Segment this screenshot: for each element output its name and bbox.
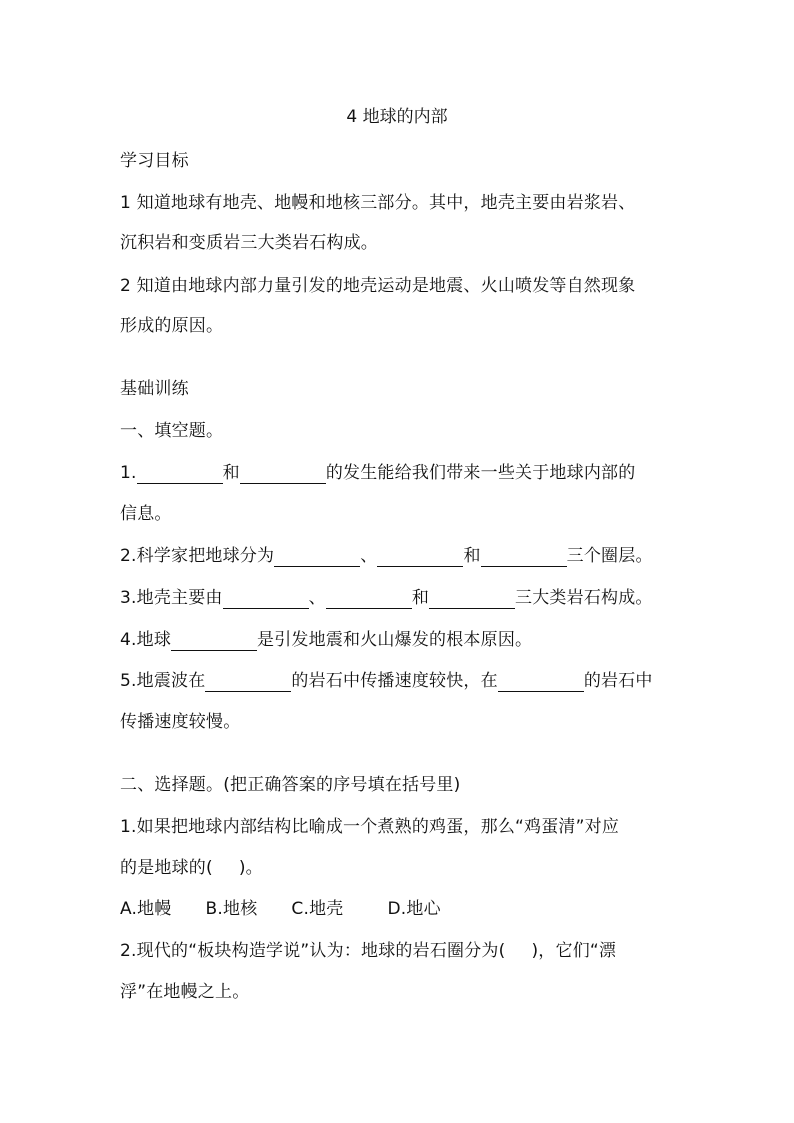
fill-q1-and: 和: [222, 463, 240, 483]
fill-question-5-line-2: 传播速度较慢。: [120, 712, 241, 732]
answer-blank[interactable]: [481, 548, 567, 567]
fill-q2-tail: 三个圈层。: [566, 546, 653, 566]
answer-blank[interactable]: [223, 590, 309, 609]
answer-blank[interactable]: [429, 590, 515, 609]
choice-q1-tail: )。: [238, 858, 263, 878]
choice-question-1-line-1: 1.如果把地球内部结构比喻成一个煮熟的鸡蛋，那么“鸡蛋清”对应: [120, 817, 620, 837]
fill-question-1-line-2: 信息。: [120, 504, 172, 524]
objective-2-line-1: 2 知道由地球内部力量引发的地壳运动是地震、火山喷发等自然现象: [120, 276, 636, 296]
answer-blank[interactable]: [326, 590, 412, 609]
choice-question-1-line-2: [120, 857, 263, 879]
choice-q2-lead: 2.现代的“板块构造学说”认为：地球的岩石圈分为(: [120, 941, 506, 961]
fill-q3-sep: 、: [308, 588, 326, 608]
page-title: 4 地球的内部: [346, 107, 448, 127]
answer-blank[interactable]: [205, 673, 291, 692]
fill-q2-sep: 、: [360, 546, 378, 566]
choice-section-heading: 二、选择题。(把正确答案的序号填在括号里): [120, 775, 461, 795]
answer-blank[interactable]: [274, 548, 360, 567]
fill-q5-mid: 的岩石中传播速度较快，在: [291, 671, 498, 691]
fill-question-3: [120, 587, 653, 609]
option-d[interactable]: D.地心: [387, 899, 441, 919]
choice-q2-tail: )，它们“漂: [531, 941, 617, 961]
objectives-heading: 学习目标: [120, 151, 189, 171]
fill-q5-tail: 的岩石中: [583, 671, 653, 691]
objective-1-line-1: 1 知道地球有地壳、地幔和地核三部分。其中，地壳主要由岩浆岩、: [120, 193, 636, 213]
fill-question-2: [120, 545, 653, 567]
fill-q5-lead: 5.地震波在: [120, 671, 206, 691]
choice-question-1-options: [120, 898, 441, 920]
choice-question-2-line-2: 浮”在地幔之上。: [120, 982, 250, 1002]
fill-question-4: [120, 629, 532, 651]
answer-blank[interactable]: [377, 548, 463, 567]
choice-question-2-line-1: [120, 940, 616, 962]
choice-q1-lead: 的是地球的(: [120, 858, 213, 878]
option-b[interactable]: B.地核: [205, 899, 258, 919]
fill-q2-and: 和: [463, 546, 481, 566]
fill-q2-lead: 2.科学家把地球分为: [120, 546, 275, 566]
answer-blank[interactable]: [498, 673, 584, 692]
objective-2-line-2: 形成的原因。: [120, 316, 224, 336]
fill-q4-lead: 4.地球: [120, 630, 172, 650]
basic-training-heading: 基础训练: [120, 379, 189, 399]
option-a[interactable]: A.地幔: [120, 899, 172, 919]
option-c[interactable]: C.地壳: [291, 899, 344, 919]
answer-blank[interactable]: [171, 632, 257, 651]
fill-question-1: [120, 462, 635, 484]
fill-q1-tail: 的发生能给我们带来一些关于地球内部的: [325, 463, 636, 483]
fill-q3-lead: 3.地壳主要由: [120, 588, 223, 608]
fill-q3-tail: 三大类岩石构成。: [515, 588, 653, 608]
answer-blank[interactable]: [137, 465, 223, 484]
fill-question-5: [120, 670, 653, 692]
fill-q1-number: 1.: [120, 463, 137, 483]
answer-blank[interactable]: [240, 465, 326, 484]
fill-q4-tail: 是引发地震和火山爆发的根本原因。: [257, 630, 533, 650]
fill-q3-and: 和: [411, 588, 430, 608]
objective-1-line-2: 沉积岩和变质岩三大类岩石构成。: [120, 233, 378, 253]
fill-section-heading: 一、填空题。: [120, 421, 224, 441]
